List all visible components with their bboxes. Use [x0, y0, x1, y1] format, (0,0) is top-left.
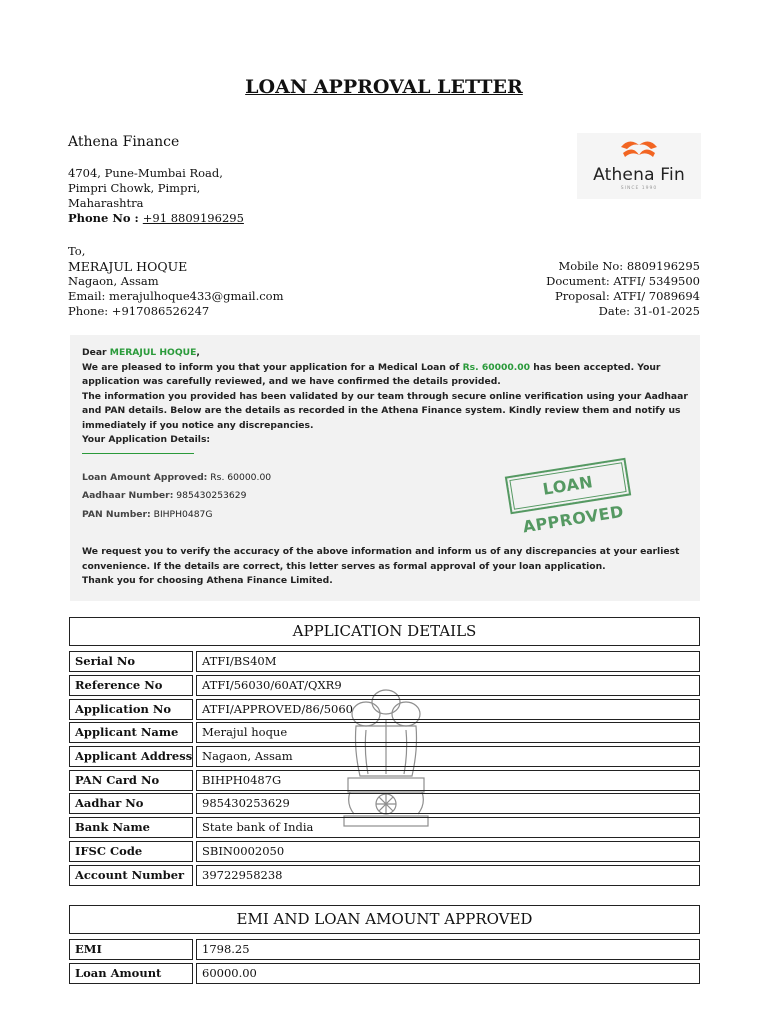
applicant-name-highlight: MERAJUL HOQUE — [109, 347, 197, 358]
loan-amount-line — [82, 472, 271, 484]
loan-approved-stamp: LOAN APPROVED — [505, 458, 631, 515]
salutation-comma: , — [196, 347, 200, 358]
row-label: Loan Amount — [69, 963, 193, 984]
table-row — [69, 865, 700, 886]
pan-label: PAN Number: — [82, 509, 151, 520]
document-meta — [546, 259, 700, 319]
address-line: 4704, Pune-Mumbai Road, — [68, 166, 223, 180]
address-line: Pimpri Chowk, Pimpri, — [68, 181, 201, 195]
hands-logo-icon — [577, 133, 701, 167]
letter-body — [70, 335, 700, 601]
company-name: Athena Finance — [68, 134, 180, 150]
row-label: IFSC Code — [69, 841, 193, 862]
application-details-title: APPLICATION DETAILS — [69, 617, 700, 646]
row-label: Reference No — [69, 675, 193, 696]
row-label: PAN Card No — [69, 770, 193, 791]
row-label: Bank Name — [69, 817, 193, 838]
loan-amount-label: Loan Amount Approved: — [82, 472, 208, 483]
table-row — [69, 651, 700, 672]
row-value: 60000.00 — [196, 963, 700, 984]
table-row — [69, 722, 700, 743]
row-label: Aadhar No — [69, 793, 193, 814]
recipient-phone: Phone: +917086526247 — [68, 304, 210, 318]
logo-since: SINCE 1990 — [620, 186, 658, 191]
aadhaar-label: Aadhaar Number: — [82, 490, 174, 501]
row-label: Serial No — [69, 651, 193, 672]
pan-line — [82, 509, 213, 521]
company-address — [68, 166, 244, 226]
row-value: 985430253629 — [196, 793, 700, 814]
table-row — [69, 817, 700, 838]
table-row — [69, 841, 700, 862]
approval-text-b: has been accepted. Your application was carefully reviewed, and we have confirmed the details provided. — [82, 361, 661, 387]
emi-details-title: EMI AND LOAN AMOUNT APPROVED — [69, 905, 700, 934]
pan-value: BIHPH0487G — [150, 509, 213, 520]
letter-date: Date: 31-01-2025 — [598, 304, 700, 318]
recipient-email: Email: merajulhoque433@gmail.com — [68, 289, 284, 303]
address-line: Maharashtra — [68, 196, 144, 210]
loan-amount-value: Rs. 60000.00 — [207, 472, 272, 483]
table-row — [69, 963, 700, 984]
amount-highlight: Rs. 60000.00 — [462, 361, 531, 373]
validation-paragraph: The information you provided has been validated by our team through secure online verification using your Aadhaar and PAN details. Below are the details as recorded in the Athena Finance system. Kindly review them and notify us immediately if you notice any discrepancies. — [82, 390, 688, 431]
row-value: 39722958238 — [196, 865, 700, 886]
recipient-location: Nagaon, Assam — [68, 274, 159, 288]
salutation — [82, 346, 688, 361]
aadhaar-value: 985430253629 — [173, 490, 247, 501]
closing-paragraphs — [82, 545, 688, 589]
logo-wordmark: Athena Fin — [593, 165, 685, 185]
heading-underline — [82, 453, 194, 454]
company-logo — [577, 133, 701, 199]
aadhaar-line — [82, 490, 246, 502]
row-label: EMI — [69, 939, 193, 960]
mobile-number: Mobile No: 8809196295 — [558, 259, 700, 273]
letter-paragraphs — [82, 346, 688, 448]
row-value: 1798.25 — [196, 939, 700, 960]
approval-paragraph — [82, 361, 688, 390]
table-row — [69, 699, 700, 720]
row-value: State bank of India — [196, 817, 700, 838]
recipient-block — [68, 244, 284, 319]
row-label: Application No — [69, 699, 193, 720]
row-label: Applicant Name — [69, 722, 193, 743]
letter-title: LOAN APPROVAL LETTER — [245, 76, 523, 98]
closing-thanks: Thank you for choosing Athena Finance Limited. — [82, 575, 333, 586]
table-row — [69, 675, 700, 696]
to-label: To, — [68, 244, 86, 258]
row-label: Account Number — [69, 865, 193, 886]
phone-label: Phone No : — [68, 211, 143, 225]
details-heading: Your Application Details: — [82, 434, 211, 445]
phone-link[interactable]: +91 8809196295 — [142, 211, 244, 225]
row-label: Applicant Address — [69, 746, 193, 767]
approval-text-a: We are pleased to inform you that your application for a Medical Loan of — [82, 361, 463, 373]
row-value: ATFI/BS40M — [196, 651, 700, 672]
company-phone — [68, 211, 244, 226]
proposal-number: Proposal: ATFI/ 7089694 — [554, 289, 700, 303]
salutation-text: Dear — [82, 347, 110, 358]
row-value: Nagaon, Assam — [196, 746, 700, 767]
document-number: Document: ATFI/ 5349500 — [546, 274, 700, 288]
row-value: BIHPH0487G — [196, 770, 700, 791]
recipient-name: MERAJUL HOQUE — [68, 259, 188, 274]
table-row — [69, 770, 700, 791]
closing-request: We request you to verify the accuracy of the above information and inform us of any discrepancies at your earliest convenience. If the details are correct, this letter serves as formal approval of your loan application. — [82, 546, 680, 572]
row-value: Merajul hoque — [196, 722, 700, 743]
table-row — [69, 939, 700, 960]
table-row — [69, 746, 700, 767]
row-value: ATFI/APPROVED/86/5060 — [196, 699, 700, 720]
row-value: ATFI/56030/60AT/QXR9 — [196, 675, 700, 696]
table-row — [69, 793, 700, 814]
row-value: SBIN0002050 — [196, 841, 700, 862]
